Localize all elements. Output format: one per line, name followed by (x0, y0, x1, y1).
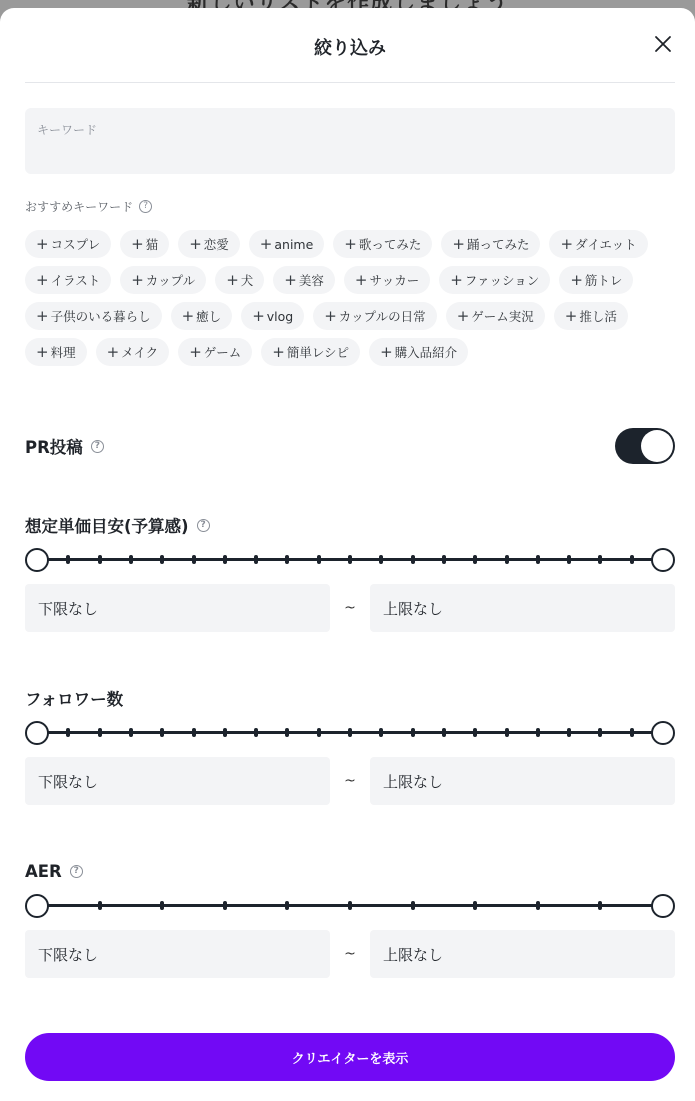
slider-tick (442, 555, 446, 564)
aer-min-input[interactable]: 下限なし (25, 930, 330, 978)
price-range-title (25, 513, 675, 537)
keyword-chip[interactable] (441, 230, 540, 258)
pr-post-toggle[interactable] (615, 428, 675, 464)
keyword-chip[interactable] (273, 266, 335, 294)
keyword-chip[interactable] (249, 230, 325, 258)
keyword-chip-label: 猫 (145, 237, 159, 252)
slider-min-handle[interactable] (25, 894, 49, 918)
keyword-chip-label: ファッション (464, 273, 540, 288)
keyword-chip[interactable] (554, 302, 628, 330)
recommended-keywords-title (25, 198, 152, 215)
plus-icon: + (131, 235, 144, 253)
price-range-inputs (25, 584, 675, 632)
keyword-chip-label: 恋愛 (203, 237, 229, 252)
keyword-chip[interactable] (25, 230, 111, 258)
plus-icon: + (570, 271, 583, 289)
keyword-chip-label: ダイエット (575, 237, 637, 252)
keyword-chip[interactable] (369, 338, 468, 366)
keyword-input[interactable] (25, 108, 675, 174)
slider-tick (160, 901, 164, 910)
slider-tick (536, 555, 540, 564)
plus-icon: + (354, 271, 368, 289)
plus-icon: + (450, 271, 463, 289)
slider-tick (98, 555, 102, 564)
plus-icon: + (272, 343, 285, 361)
keyword-chip-label: コスプレ (50, 237, 101, 252)
slider-tick (505, 555, 509, 564)
slider-tick (630, 555, 634, 564)
plus-icon: + (344, 235, 357, 253)
followers-range-inputs (25, 757, 675, 805)
aer-max-input[interactable]: 上限なし (370, 930, 675, 978)
keyword-chip-label: 癒し (196, 309, 222, 324)
plus-icon: + (36, 235, 49, 253)
followers-range-slider[interactable] (25, 720, 675, 746)
followers-min-input[interactable]: 下限なし (25, 757, 330, 805)
keyword-chip-label: 推し活 (579, 309, 617, 324)
keyword-chip[interactable] (178, 230, 240, 258)
modal-header (25, 8, 675, 83)
slider-min-handle[interactable] (25, 721, 49, 745)
keyword-chip[interactable] (25, 302, 162, 330)
keyword-chip[interactable] (333, 230, 432, 258)
keyword-chip[interactable] (96, 338, 170, 366)
keyword-chip-label: 購入品紹介 (394, 345, 458, 360)
toggle-knob (641, 430, 673, 462)
aer-range-section (25, 859, 675, 978)
slider-tick (505, 728, 509, 737)
slider-tick (98, 901, 102, 910)
plus-icon: + (131, 271, 144, 289)
slider-tick (379, 555, 383, 564)
plus-icon: + (560, 235, 574, 253)
keyword-chip-label: 子供のいる暮らし (50, 309, 151, 324)
slider-tick (129, 555, 133, 564)
slider-tick (536, 728, 540, 737)
slider-tick (567, 555, 571, 564)
keyword-chip[interactable] (178, 338, 252, 366)
close-button[interactable] (651, 32, 675, 56)
slider-tick (442, 728, 446, 737)
keyword-chip[interactable] (215, 266, 264, 294)
plus-icon: + (36, 271, 49, 289)
aer-range-label: AER (25, 861, 62, 881)
recommended-keywords-label: おすすめキーワード (25, 200, 134, 214)
slider-tick (598, 901, 602, 910)
keyword-chip-label: メイク (121, 345, 159, 360)
slider-tick (254, 728, 258, 737)
keyword-chip[interactable] (241, 302, 304, 330)
plus-icon: + (259, 235, 273, 253)
keyword-chip[interactable] (559, 266, 633, 294)
keyword-chip[interactable] (171, 302, 233, 330)
keyword-chip-label: 筋トレ (584, 273, 623, 288)
plus-icon: + (36, 307, 49, 325)
followers-range-title (25, 686, 675, 710)
slider-tick (473, 728, 477, 737)
price-max-input[interactable]: 上限なし (370, 584, 675, 632)
plus-icon: + (226, 271, 239, 289)
keyword-field-label: キーワード (37, 123, 98, 137)
keyword-chip-label: ゲーム (203, 345, 242, 360)
plus-icon: + (181, 307, 195, 325)
slider-tick (411, 728, 415, 737)
keyword-chip-label: サッカー (369, 273, 420, 288)
keyword-chip[interactable] (261, 338, 360, 366)
keyword-chip-label: vlog (266, 308, 294, 324)
help-circle-icon[interactable]: ? (139, 200, 152, 213)
slider-tick (598, 555, 602, 564)
keyword-chip-label: 美容 (298, 273, 324, 288)
keyword-chip-label: 歌ってみた (358, 237, 422, 252)
slider-tick (473, 555, 477, 564)
keyword-chip-label: カップルの日常 (338, 309, 426, 324)
plus-icon: + (564, 307, 578, 325)
help-circle-icon[interactable]: ? (70, 865, 83, 878)
pr-post-label-group (25, 434, 104, 458)
help-circle-icon[interactable]: ? (91, 440, 104, 453)
show-creators-button[interactable]: クリエイターを表示 (25, 1033, 675, 1081)
keyword-chip[interactable] (344, 266, 430, 294)
followers-max-input[interactable]: 上限なし (370, 757, 675, 805)
slider-tick (317, 555, 321, 564)
price-min-input[interactable]: 下限なし (25, 584, 330, 632)
pr-post-label: PR投稿 (25, 438, 83, 457)
slider-tick (160, 728, 164, 737)
slider-tick (473, 901, 477, 910)
help-circle-icon[interactable]: ? (197, 519, 210, 532)
slider-min-handle[interactable] (25, 548, 49, 572)
keyword-chip[interactable] (120, 266, 206, 294)
slider-tick (98, 728, 102, 737)
slider-tick (411, 901, 415, 910)
followers-range-label: フォロワー数 (25, 690, 124, 709)
keyword-chip-label: カップル (145, 273, 196, 288)
followers-range-section (25, 686, 675, 805)
price-range-section (25, 513, 675, 632)
keyword-chip-label: イラスト (50, 273, 101, 288)
slider-tick (285, 555, 289, 564)
plus-icon: + (252, 307, 265, 325)
slider-tick (285, 901, 289, 910)
plus-icon: + (189, 343, 202, 361)
range-separator: ~ (344, 773, 356, 789)
recommended-keyword-chips (25, 230, 675, 366)
slider-tick (348, 901, 352, 910)
keyword-chip[interactable] (120, 230, 169, 258)
slider-tick (223, 555, 227, 564)
slider-tick (285, 728, 289, 737)
slider-tick (160, 555, 164, 564)
aer-range-title (25, 859, 675, 883)
keyword-chip[interactable] (549, 230, 647, 258)
slider-tick (536, 901, 540, 910)
price-range-label: 想定単価目安(予算感) (25, 517, 189, 536)
slider-tick (567, 728, 571, 737)
plus-icon: + (106, 343, 120, 361)
slider-max-handle[interactable] (651, 548, 675, 572)
pr-post-row (25, 428, 675, 464)
range-separator: ~ (344, 946, 356, 962)
filter-modal (0, 8, 695, 1101)
slider-tick (630, 728, 634, 737)
slider-tick (192, 555, 196, 564)
slider-tick (223, 901, 227, 910)
plus-icon: + (284, 271, 297, 289)
keyword-chip-label: 料理 (50, 345, 76, 360)
plus-icon: + (324, 307, 337, 325)
slider-tick (348, 555, 352, 564)
keyword-field[interactable] (25, 108, 675, 174)
keyword-chip[interactable] (446, 302, 545, 330)
slider-tick (348, 728, 352, 737)
keyword-chip-label: 犬 (240, 273, 254, 288)
slider-tick (317, 728, 321, 737)
close-icon (651, 32, 675, 56)
slider-tick (379, 728, 383, 737)
plus-icon: + (452, 235, 465, 253)
slider-tick (66, 555, 70, 564)
keyword-chip[interactable] (439, 266, 550, 294)
aer-range-slider[interactable] (25, 893, 675, 919)
plus-icon: + (456, 307, 470, 325)
plus-icon: + (36, 343, 49, 361)
modal-title: 絞り込み (314, 38, 386, 59)
keyword-chip[interactable] (25, 266, 111, 294)
slider-max-handle[interactable] (651, 721, 675, 745)
slider-tick (411, 555, 415, 564)
keyword-chip[interactable] (25, 338, 87, 366)
keyword-chip-label: anime (274, 236, 314, 252)
keyword-chip-label: 踊ってみた (466, 237, 530, 252)
slider-tick (254, 555, 258, 564)
slider-max-handle[interactable] (651, 894, 675, 918)
plus-icon: + (189, 235, 202, 253)
slider-tick (129, 728, 133, 737)
slider-tick (598, 728, 602, 737)
price-range-slider[interactable] (25, 547, 675, 573)
slider-tick (192, 728, 196, 737)
keyword-chip-label: 簡単レシピ (286, 345, 350, 360)
range-separator: ~ (344, 600, 356, 616)
keyword-chip-label: ゲーム実況 (471, 309, 534, 324)
aer-range-inputs (25, 930, 675, 978)
keyword-chip[interactable] (313, 302, 436, 330)
slider-tick (223, 728, 227, 737)
plus-icon: + (380, 343, 393, 361)
slider-tick (66, 728, 70, 737)
